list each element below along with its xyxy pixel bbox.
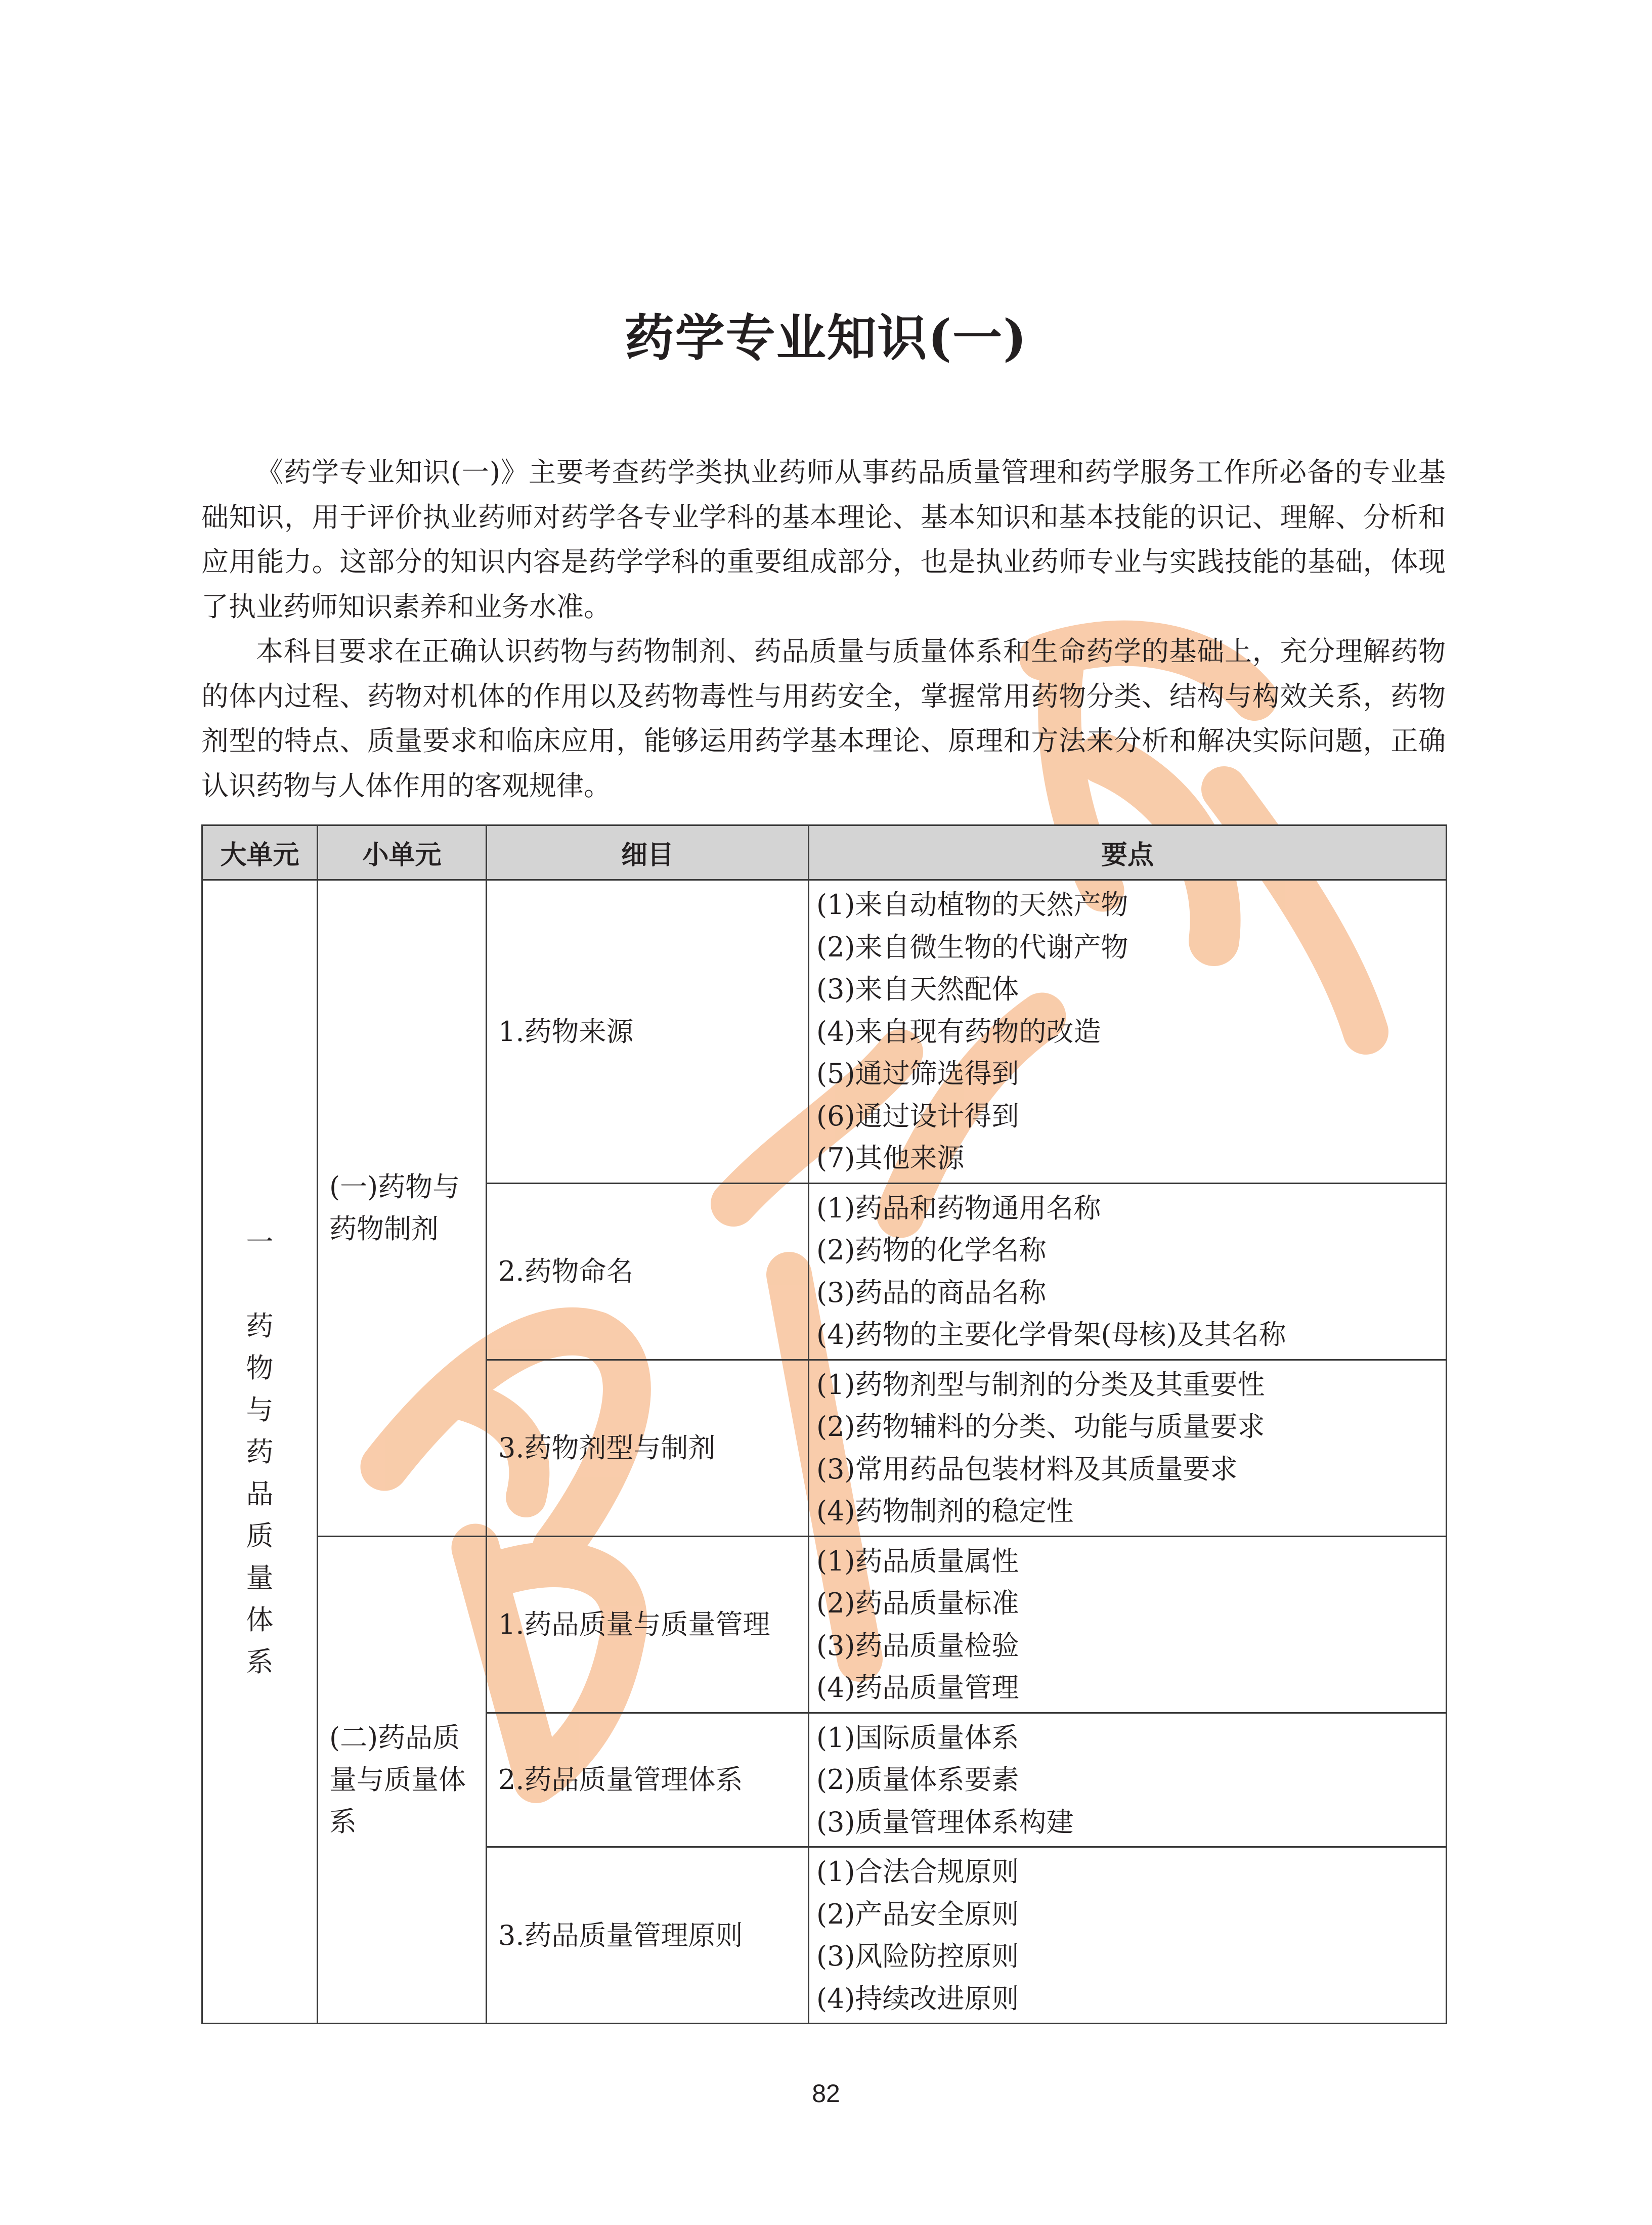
- list-item: (4)药品质量管理: [816, 1672, 1019, 1704]
- intro-paragraph-2: 本科目要求在正确认识药物与药物制剂、药品质量与质量体系和生命药学的基础上，充分理解药物的体内过程、药物对机体的作用以及药物毒性与用药安全，掌握常用药物分类、结构与构效关系，药物剂型的特点、质量要求和临床应用，能够运用药学基本理论、原理和方法来分析和解决实际问题，正确认识药物与人体作用的客观规律。: [201, 635, 1446, 802]
- list-item: (3)药品的商品名称: [816, 1276, 1047, 1308]
- points-cell: [809, 1847, 1447, 2024]
- item-cell: 1.药物来源: [487, 880, 809, 1184]
- minor-unit-cell: (二)药品质量与质量体系: [318, 1536, 487, 2024]
- page-title: 药学专业知识(一): [624, 309, 1028, 367]
- intro-paragraph-1: 《药学专业知识(一)》主要考查药学类执业药师从事药品质量管理和药学服务工作所必备的专业基础知识，用于评价执业药师对药学各专业学科的基本理论、基本知识和基本技能的识记、理解、分析和应用能力。这部分的知识内容是药学学科的重要组成部分，也是执业药师专业与实践技能的基础，体现了执业药师知识素养和业务水准。: [201, 456, 1446, 623]
- list-item: (1)国际质量体系: [816, 1721, 1019, 1754]
- list-item: (1)药物剂型与制剂的分类及其重要性: [816, 1368, 1265, 1401]
- points-list: [816, 1851, 1441, 2020]
- points-cell: [809, 1536, 1447, 1713]
- list-item: (5)通过筛选得到: [816, 1058, 1019, 1089]
- points-list: [816, 884, 1441, 1180]
- page-number: 82: [812, 2079, 840, 2108]
- list-item: (2)药物辅料的分类、功能与质量要求: [816, 1411, 1265, 1443]
- points-list: [816, 1364, 1441, 1533]
- points-cell: [809, 1183, 1447, 1360]
- major-unit-name: 药物与药品质量体系: [246, 1310, 274, 1678]
- header-key-points: 要点: [809, 825, 1447, 880]
- points-cell: [809, 1360, 1447, 1536]
- major-unit-number: 一: [246, 1226, 274, 1258]
- points-cell: [809, 880, 1447, 1184]
- list-item: (2)药品质量标准: [816, 1587, 1019, 1619]
- list-item: (1)合法合规原则: [816, 1856, 1019, 1888]
- list-item: (3)药品质量检验: [816, 1629, 1019, 1662]
- list-item: (1)来自动植物的天然产物: [816, 889, 1128, 921]
- list-item: (4)来自现有药物的改造: [816, 1015, 1101, 1048]
- list-item: (3)来自天然配体: [816, 973, 1019, 1005]
- item-cell: 3.药品质量管理原则: [487, 1847, 809, 2024]
- item-cell: 1.药品质量与质量管理: [487, 1536, 809, 1713]
- list-item: (6)通过设计得到: [816, 1100, 1019, 1132]
- header-item: 细目: [487, 825, 809, 880]
- table-header-row: [202, 825, 1447, 880]
- points-list: [816, 1717, 1441, 1844]
- item-cell: 2.药物命名: [487, 1183, 809, 1360]
- list-item: (3)常用药品包装材料及其质量要求: [816, 1453, 1238, 1485]
- list-item: (3)质量管理体系构建: [816, 1806, 1074, 1838]
- item-cell: 3.药物剂型与制剂: [487, 1360, 809, 1536]
- list-item: (4)药物的主要化学骨架(母核)及其名称: [816, 1319, 1286, 1350]
- list-item: (2)来自微生物的代谢产物: [816, 931, 1128, 963]
- table-row: [202, 880, 1447, 1184]
- list-item: (2)产品安全原则: [816, 1898, 1019, 1930]
- list-item: (3)风险防控原则: [816, 1940, 1019, 1972]
- major-unit-cell: [202, 880, 318, 2024]
- list-item: (2)药物的化学名称: [816, 1234, 1047, 1266]
- list-item: (4)药物制剂的稳定性: [816, 1495, 1074, 1527]
- list-item: (1)药品和药物通用名称: [816, 1192, 1101, 1224]
- exam-outline-table: [201, 824, 1447, 2024]
- minor-unit-cell: (一)药物与药物制剂: [318, 880, 487, 1537]
- table-row: [202, 1536, 1447, 1713]
- list-item: (7)其他来源: [816, 1142, 965, 1174]
- intro-text: [201, 450, 1446, 808]
- list-item: (2)质量体系要素: [816, 1764, 1019, 1796]
- points-cell: [809, 1713, 1447, 1847]
- points-list: [816, 1540, 1441, 1709]
- item-cell: 2.药品质量管理体系: [487, 1713, 809, 1847]
- points-list: [816, 1187, 1441, 1356]
- header-major-unit: 大单元: [202, 825, 318, 880]
- list-item: (4)持续改进原则: [816, 1982, 1019, 2015]
- header-minor-unit: 小单元: [318, 825, 487, 880]
- list-item: (1)药品质量属性: [816, 1545, 1019, 1577]
